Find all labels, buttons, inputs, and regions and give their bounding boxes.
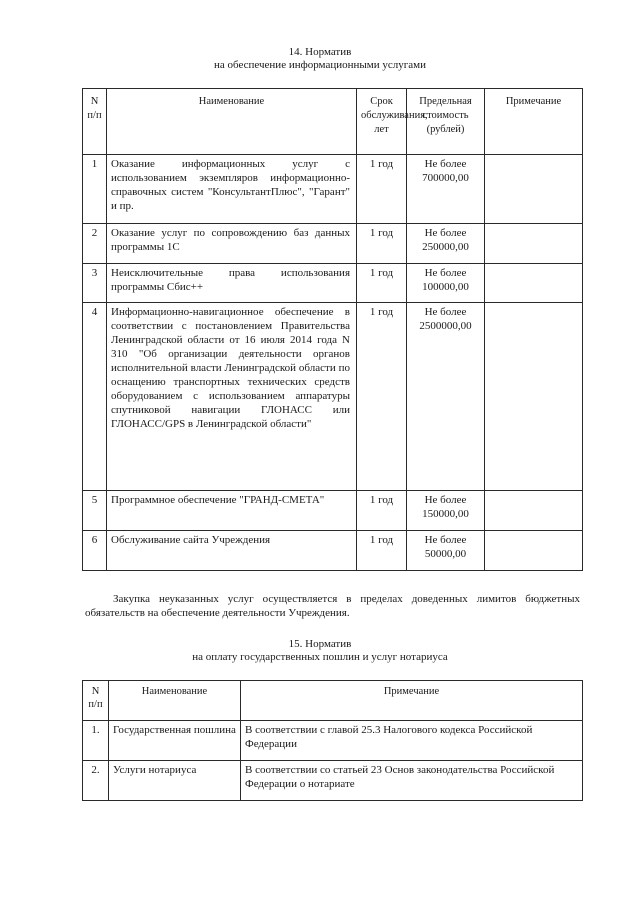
row-cost: Не более 2500000,00 [407,303,485,491]
row-term: 1 год [357,155,407,224]
table-row [83,721,583,761]
row-name: Обслуживание сайта Учреждения [107,531,357,571]
row-num: 6 [83,531,107,571]
row-num: 1. [83,721,109,761]
header-note: Примечание [485,89,583,155]
row-note [485,491,583,531]
section14-title: 14. Норматив [288,46,352,58]
row-term: 1 год [357,491,407,531]
row-term: 1 год [357,303,407,491]
row-note [485,155,583,224]
table-row [83,303,583,491]
row-name: Оказание услуг по сопровождению баз данных программы 1С [107,224,357,264]
row-term: 1 год [357,224,407,264]
row-num: 2. [83,761,109,801]
table-row [83,264,583,303]
table-row [83,155,583,224]
row-cost: Не более 50000,00 [407,531,485,571]
row-term: 1 год [357,264,407,303]
row-note [485,531,583,571]
row-name: Неисключительные права использования программы Сбис++ [107,264,357,303]
row-name: Оказание информационных услуг с использованием экземпляров информационно-справочных систем "КонсультантПлюс", "Гарант" и пр. [107,155,357,224]
header-note: Примечание [241,681,583,721]
header-cost: Предельная стоимость (рублей) [407,89,485,155]
row-num: 5 [83,491,107,531]
header-num: N п/п [83,681,109,721]
row-cost: Не более 700000,00 [407,155,485,224]
header-name: Наименование [107,89,357,155]
note-paragraph: Закупка неуказанных услуг осуществляется в пределах доведенных лимитов бюджетных обязательств на обеспечение деятельности Учреждения. [85,593,580,619]
section14-subtitle: на обеспечение информационными услугами [214,59,426,71]
row-num: 2 [83,224,107,264]
table-row [83,761,583,801]
section15-title: 15. Норматив [288,638,352,650]
header-term: Срок обслуживания, лет [357,89,407,155]
row-note: В соответствии с главой 25.3 Налогового кодекса Российской Федерации [241,721,583,761]
row-cost: Не более 100000,00 [407,264,485,303]
table-fees-notary [82,680,583,801]
table-row [83,491,583,531]
row-note: В соответствии со статьей 23 Основ законодательства Российской Федерации о нотариате [241,761,583,801]
row-note [485,224,583,264]
row-num: 3 [83,264,107,303]
row-name: Государственная пошлина [109,721,241,761]
table-information-services [82,88,583,571]
row-name: Услуги нотариуса [109,761,241,801]
table-row [83,531,583,571]
header-num: N п/п [83,89,107,155]
row-name: Информационно-навигационное обеспечение в соответствии с постановлением Правительства Ленинградской области от 16 июля 2014 года N 310 "Об организации деятельности органов исполнительной власти Ленинградской области по оснащению транспортных технических средств оборудованием с использованием аппаратуры спутниковой навигации ГЛОНАСС или ГЛОНАСС/GPS в Ленинградской области" [107,303,357,491]
row-name: Программное обеспечение "ГРАНД-СМЕТА" [107,491,357,531]
row-num: 4 [83,303,107,491]
row-note [485,264,583,303]
row-num: 1 [83,155,107,224]
row-cost: Не более 150000,00 [407,491,485,531]
row-note [485,303,583,491]
row-cost: Не более 250000,00 [407,224,485,264]
table-row [83,224,583,264]
row-term: 1 год [357,531,407,571]
header-name: Наименование [109,681,241,721]
section15-subtitle: на оплату государственных пошлин и услуг нотариуса [192,651,448,663]
